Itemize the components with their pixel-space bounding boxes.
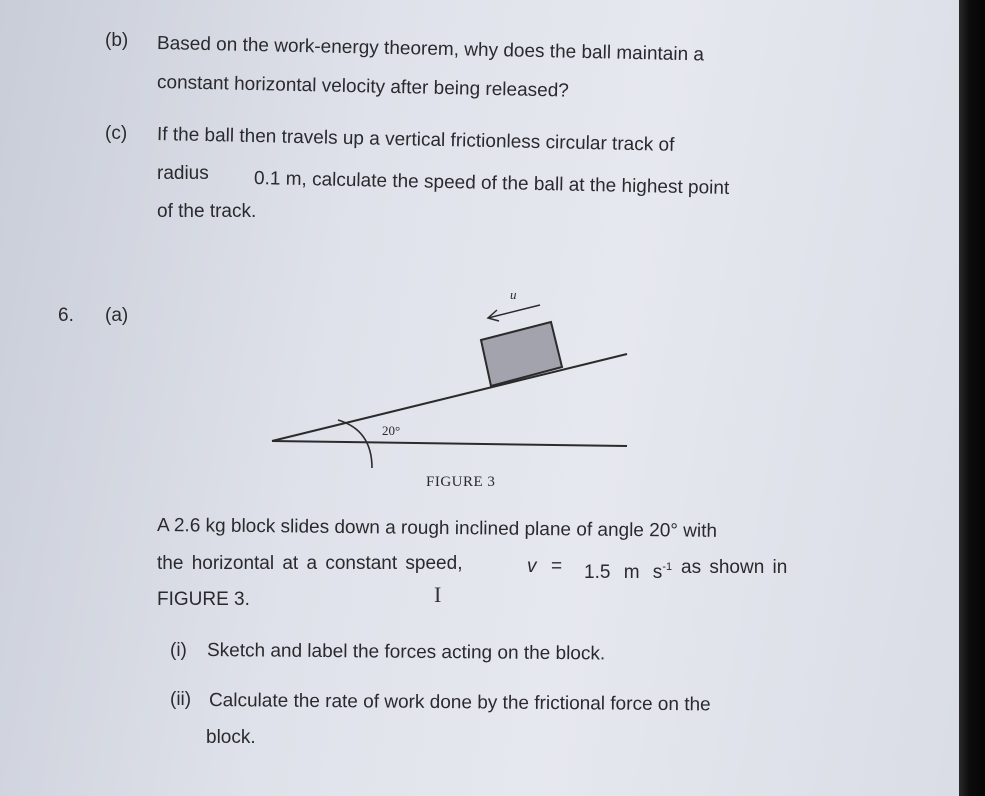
part-c-label: (c): [105, 123, 128, 144]
question-number: 6.: [58, 305, 74, 326]
problem-line-2-start: the horizontal at a constant speed,: [157, 553, 463, 574]
problem-line-3: FIGURE 3.: [157, 589, 250, 610]
problem-line-1: A 2.6 kg block slides down a rough inclined plane of angle 20° with: [156, 515, 718, 542]
problem-line-2-variable: v: [527, 556, 537, 577]
angle-label: 20°: [382, 423, 401, 438]
angle-arc: [338, 420, 372, 468]
text-cursor-icon: I: [434, 582, 442, 607]
question-part-label: (a): [105, 305, 129, 326]
part-b-line-2: constant horizontal velocity after being released?: [156, 72, 570, 102]
part-b-label: (b): [105, 30, 129, 51]
speed-unit-exponent: -1: [662, 561, 673, 573]
sub-ii-label: (ii): [170, 689, 192, 710]
incline-line: [272, 354, 627, 441]
block: [481, 322, 562, 386]
sub-ii-line-1: Calculate the rate of work done by the frictional force on the: [208, 690, 711, 716]
part-b-line-1: Based on the work-energy theorem, why does the ball maintain a: [156, 33, 705, 66]
problem-line-2-equals: =: [551, 556, 563, 577]
part-c-line-2b: 0.1 m, calculate the speed of the ball at the highest point: [253, 168, 730, 199]
speed-value: 1.5 m s: [584, 562, 663, 583]
part-c-line-2a: radius: [157, 163, 209, 184]
figure-caption: FIGURE 3: [426, 474, 496, 490]
problem-line-2-value: [584, 556, 672, 584]
sub-i-label: (i): [170, 640, 187, 661]
velocity-label: u: [510, 287, 517, 302]
ground-line: [272, 441, 627, 446]
part-c-line-1: If the ball then travels up a vertical frictionless circular track of: [156, 124, 675, 156]
part-c-line-3: of the track.: [157, 201, 257, 222]
sub-i-text: Sketch and label the forces acting on the block.: [206, 640, 606, 665]
problem-line-2-end: as shown in: [681, 557, 788, 578]
sub-ii-line-2: block.: [206, 727, 256, 748]
